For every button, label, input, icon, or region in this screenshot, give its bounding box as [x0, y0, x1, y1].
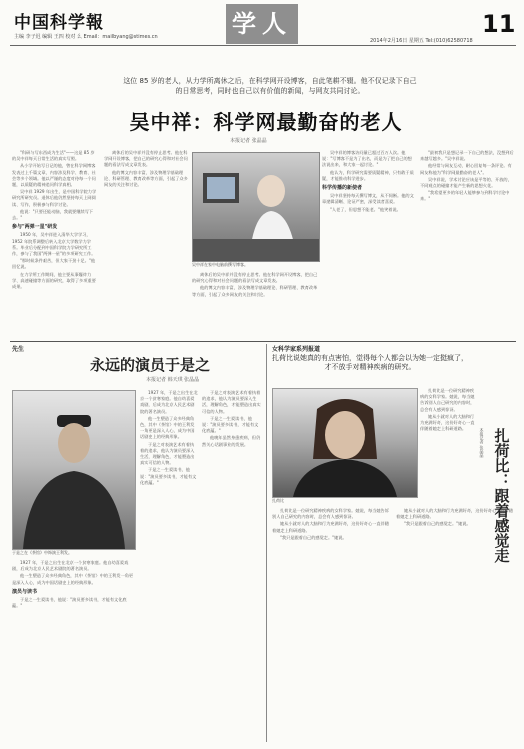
paragraph: 吴中祥的博客访问量已超过百万人次。他说："写博客不是为了出名，而是为了把自己的想法说出来，和大家一起讨论。" [322, 150, 412, 168]
story2-column-1 [12, 560, 134, 740]
portrait-illustration [273, 389, 417, 497]
paragraph: 他经常与网友互动，耐心回复每一条评论。有网友称他为"科学网最勤奋的老人"。 [420, 163, 512, 175]
portrait-illustration [13, 391, 135, 549]
story1-photo [192, 152, 320, 262]
story3-intro: 扎荷比说她真的有点害怕，觉得每个人都会以为她一定挺疯了，才不放手对精神疾病的研究。 [272, 354, 468, 371]
paragraph: 他说："只要还能动脑，我就要继续写下去。" [12, 208, 94, 221]
paragraph: 他的博文内容丰富，涉及物理学基础理论、科研管理、教育改革等方面，引起了众多网友的关注和讨论。 [104, 169, 188, 188]
story2-headline: 永远的演员于是之 [90, 356, 211, 374]
paragraph: "我只是跟着自己的感觉走。"她说。 [280, 534, 347, 540]
story2-photo-caption: 于是之在《茶馆》中饰演王利发。 [12, 550, 72, 555]
story3-byline-text: 本报记者 张晶晶 [479, 428, 485, 458]
paragraph: "最初我只是想记录一下自己的想法，没想到后来越写越多。"吴中祥说。 [420, 150, 514, 162]
issue-date: 2014年2月16日 星期五 Tel:(010)62580718 [370, 38, 473, 44]
paragraph: 吴中祥坚持每天撰写博文，从不间断。他的文章逻辑清晰、论证严密，深受读者喜爱。 [322, 193, 414, 205]
paragraph: 在力学所工作期间，他主要从事爆炸力学、高速碰撞等方面的研究，取得了多项重要成果。 [12, 271, 96, 290]
story3-label: 女科学家系列报道 [272, 346, 321, 353]
story1-column-2b [192, 272, 318, 340]
paragraph: 于是之对表演艺术有着执着的追求，他认为演员要深入生活，理解角色，才能塑造出真实可信的人物。 [202, 390, 261, 414]
story1-column-3 [322, 150, 414, 340]
story3-title-text: 扎荷比：跟着感觉走 [492, 428, 511, 563]
paragraph: 吴中祥 1929 年出生，是中国科学院力学研究所研究员。退休后他仍然坚持每天上网阅读、写作，积极参与科学讨论。 [12, 189, 97, 207]
paragraph: 离休后的吴中祥并没有停止思考。他在科学网开设博客，把自己的研究心得和对社会问题的看法写成文章发表。 [104, 150, 188, 168]
paragraph: "人老了，但思想不能老。"他笑着说。 [330, 206, 401, 212]
paragraph: 1927 年，于是之出生在北京一个贫寒家庭。他自幼喜爱戏剧，后成为北京人民艺术剧院的著名演员。 [140, 390, 198, 414]
paragraph: 扎荷比是一位研究精神疾病的女科学家。她说，每当她告诉别人自己研究的内容时，总会有人感到惊讶。 [420, 388, 475, 412]
paragraph: 她从小就对人的大脑和行为充满好奇，这份好奇心一直伴随着她走上科研道路。 [272, 521, 389, 533]
story3-photo-caption: 扎荷比 [272, 498, 284, 503]
paragraph: 于是之一生爱读书，他说："演员要多读书，才能有文化底蕴。" [140, 467, 197, 485]
story2-label: 先生 [12, 346, 25, 353]
paragraph: 他一生塑造了众多经典角色，其中《茶馆》中的王利发一角更是深入人心，成为中国话剧史上的经典形象。 [140, 415, 195, 440]
masthead-rule [10, 45, 516, 46]
story3-vertical-byline [478, 428, 486, 458]
story1-byline: 本报记者 张晶晶 [230, 138, 267, 144]
person-at-computer-illustration [193, 153, 319, 261]
story2-byline: 本报记者 韩天琪 张晶晶 [146, 377, 200, 383]
paragraph: 他的博文内容丰富，涉及物理学基础理论、科研管理、教育改革等方面，引起了众多网友的关注和讨论。 [192, 285, 318, 297]
paragraph: 他一生塑造了众多经典角色，其中《茶馆》中的王利发一角更是深入人心，成为中国话剧史上的经典形象。 [12, 573, 134, 585]
paragraph: "我希望更多的年轻人能够参与到科学讨论中来。" [420, 190, 510, 202]
paragraph: "科研与写东西成为生活"——这是 85 岁的吴中祥每天日常生活的真实写照。 [12, 150, 95, 162]
paragraph: 她从小就对人的大脑和行为充满好奇，这份好奇心一直伴随着她走上科研道路。 [396, 508, 513, 520]
section-tab: 学人 [226, 4, 298, 44]
story3-photo [272, 388, 418, 498]
story1-photo-caption: 吴中祥在家中电脑前撰写博客。 [192, 262, 248, 267]
paragraph: 1950 年，吴中祥进入清华大学学习，1952 年院系调整后转入北京大学数学力学系。毕业后分配到中国科学院力学研究所工作，参与了我国"两弹一星"的多项研究工作。 [12, 232, 96, 257]
newspaper-logo: 中国科学報 [14, 13, 104, 33]
story1-column-2 [104, 150, 188, 340]
story3-column-2 [396, 508, 514, 740]
story2-subhead: 演员与读书 [12, 588, 38, 595]
paragraph: 离休后的吴中祥并没有停止思考。他在科学网开设博客，把自己的研究心得和对社会问题的看法写成文章发表。 [192, 272, 318, 284]
story2-column-2 [140, 390, 198, 740]
column-divider [266, 344, 267, 742]
paragraph: 他认为，科学研究需要质疑精神，只有敢于质疑，才能推动科学进步。 [322, 169, 414, 181]
story3-column-side [420, 388, 476, 508]
story1-column-1 [12, 150, 98, 340]
paragraph: 吴中祥说，学术讨论应该是平等的、开放的，不同观点的碰撞才能产生新的思想火花。 [420, 176, 512, 189]
paragraph: 1927 年，于是之出生在北京一个贫寒家庭。他自幼喜爱戏剧，后成为北京人民艺术剧院的著名演员。 [12, 560, 129, 572]
story1-column-4 [420, 150, 514, 340]
paragraph: "我只是跟着自己的感觉走。"她说。 [404, 521, 471, 527]
story1-headline: 吴中祥：科学网最勤奋的老人 [129, 110, 403, 134]
story2-photo [12, 390, 136, 550]
section-divider [10, 341, 516, 342]
story2-column-3 [202, 390, 262, 740]
story1-intro: 这位 85 岁的老人，从力学所离休之后，在科学网开设博客，自此笔耕不辍。他不仅记录下自己的日常思考，同时也自己以有价值的新闻，与网友共同讨论。 [123, 77, 417, 95]
page-number: 11 [482, 10, 516, 38]
masthead-meta: 主编 李子迟 编辑 王四 校对 么 Email：mailbyang@stimes.cn [14, 34, 158, 40]
paragraph: 她从小就对人的大脑和行为充满好奇，这份好奇心一直伴随着她走上科研道路。 [420, 413, 475, 432]
story1-subhead-2: 科学传播的新使者 [322, 185, 363, 192]
paragraph: 于是之一生爱读书，他说："演员要多读书，才能有文化底蕴。" [202, 415, 259, 434]
paragraph: 于是之一生爱读书，他说："演员要多读书，才能有文化底蕴。" [12, 597, 127, 609]
story1-subhead-1: 参与"两弹一星"研发 [12, 224, 58, 231]
paragraph: 于是之对表演艺术有着执着的追求，他认为演员要深入生活，理解角色，才能塑造出真实可信的人物。 [140, 441, 195, 466]
paragraph: "那时候条件艰苦，但大家干劲十足。"他回忆说。 [12, 258, 96, 270]
paragraph: 扎荷比是一位研究精神疾病的女科学家。她说，每当她告诉别人自己研究的内容时，总会有人感到惊讶。 [272, 508, 389, 520]
paragraph: 他晚年虽然身患疾病，但仍然关心话剧事业的发展。 [202, 435, 261, 447]
story3-column-1 [272, 508, 390, 740]
paragraph: 从小学开始写日记的他，曾在科学网博客发表过上千篇文章，内容涉及科学、教育、社会等多个领域。他以严谨的态度对待每一个问题，以质疑的精神追问科学真相。 [12, 163, 96, 188]
